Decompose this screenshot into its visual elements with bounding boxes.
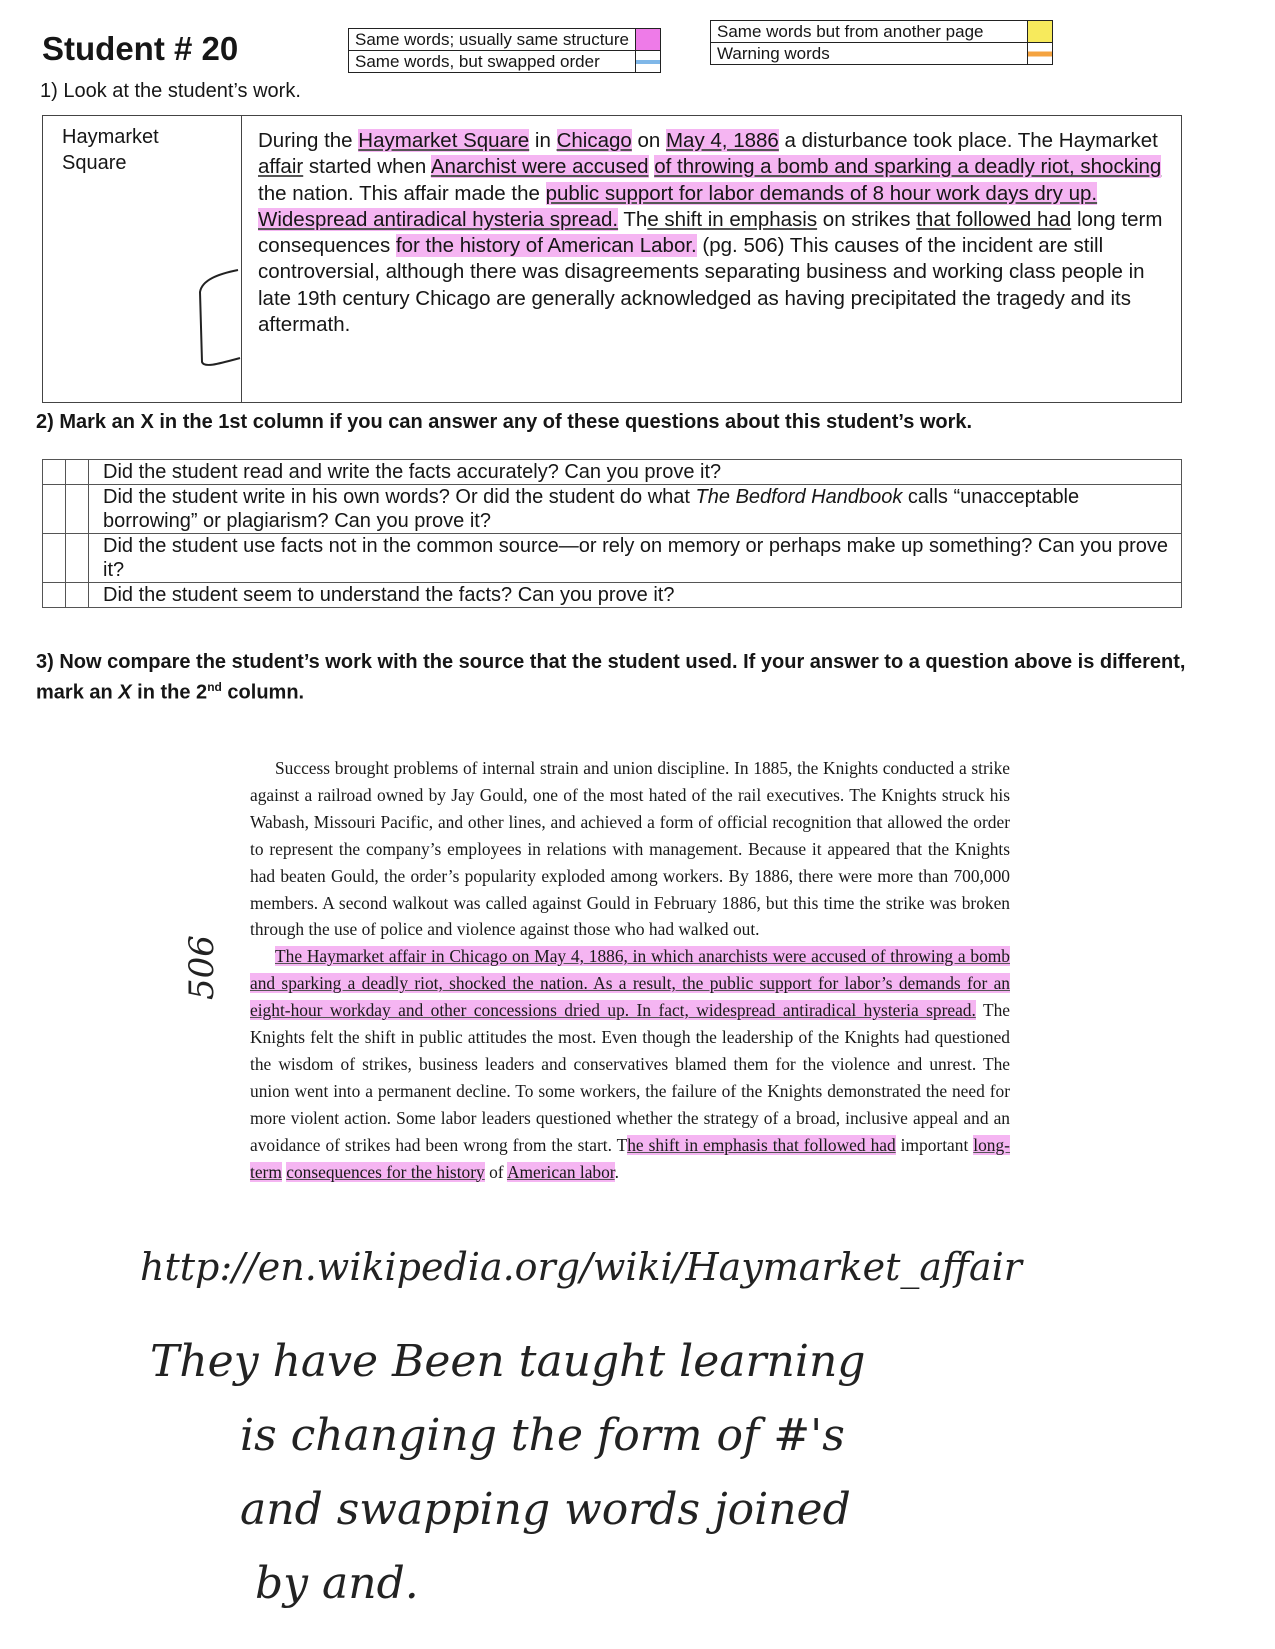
source-paragraph-2: The Haymarket affair in Chicago on May 4, 1886, in which anarchists were accused of throwing a bomb and sparking a deadly riot, shocked the nation. As a result, the public support for labor’s demands for an eight-hour workday and other concessions dried up. In fact, widespread antiradical hysteria spread. The Knights felt the shift in public attitudes the most. Even though the leadership of the Knights had questioned the wisdom of strikes, business leaders and conservatives blamed them for the violence and unrest. The union went into a permanent decline. To some workers, the failure of the Knights demonstrated the need for more violent action. Some labor leaders questioned whether the strategy of a broad, inclusive appeal and an avoidance of strikes had been wrong from the start. The shift in emphasis that followed had important long-term consequences for the history of American labor. [250, 946, 1010, 1182]
section2-heading: 2) Mark an X in the 1st column if you can answer any of these questions about this student’s work. [36, 411, 973, 433]
question-row [43, 485, 1182, 534]
answer-cell-1[interactable] [43, 583, 66, 608]
answer-cell-2[interactable] [66, 534, 89, 583]
handwritten-note [150, 1325, 865, 1621]
legend-label: Same words; usually same structure [349, 29, 636, 51]
answer-cell-2[interactable] [66, 485, 89, 534]
question-text: Did the student seem to understand the facts? Can you prove it? [89, 583, 1182, 608]
question-row [43, 534, 1182, 583]
legend-table-left [348, 28, 661, 73]
question-row [43, 460, 1182, 485]
answer-cell-2[interactable] [66, 460, 89, 485]
legend-table-right [710, 20, 1053, 65]
legend-label: Same words but from another page [711, 21, 1028, 43]
note-line: is changing the form of #'s [240, 1410, 845, 1461]
question-text: Did the student write in his own words? Or did the student do what The Bedford Handbook calls “unacceptable borrowing” or plagiarism? Can you prove it? [89, 485, 1182, 534]
answer-cell-2[interactable] [66, 583, 89, 608]
legend-swatch-pink [636, 29, 661, 51]
margin-page-number: 506 [182, 935, 222, 1000]
legend-swatch-orange [1028, 43, 1053, 65]
source-paragraph-1: Success brought problems of internal strain and union discipline. In 1885, the Knights conducted a strike against a railroad owned by Jay Gould, one of the most hated of the rail executives. The Knights struck his Wabash, Missouri Pacific, and other lines, and achieved a form of official recognition that allowed the order to represent the company’s employees in relations with management. Because it appeared that the Knights had beaten Gould, the order’s popularity exploded among workers. By 1886, there were more than 700,000 members. A second walkout was called against Gould in February 1886, but this time the strike was broken through the use of police and violence against those who had walked out. [250, 758, 1010, 940]
legend-label: Warning words [711, 43, 1028, 65]
topic-label: Haymarket Square [62, 126, 159, 174]
section1-heading: 1) Look at the student’s work. [40, 80, 301, 102]
questions-table [42, 459, 1182, 608]
legend-swatch-blue [636, 51, 661, 73]
question-text: Did the student read and write the facts accurately? Can you prove it? [89, 460, 1182, 485]
source-excerpt [250, 755, 1010, 1186]
answer-cell-1[interactable] [43, 485, 66, 534]
bracket-mark [188, 262, 248, 382]
answer-cell-1[interactable] [43, 534, 66, 583]
question-text: Did the student use facts not in the common source—or rely on memory or perhaps make up something? Can you prove it? [89, 534, 1182, 583]
legend-swatch-yellow [1028, 21, 1053, 43]
section3-instructions: 3) Now compare the student’s work with the source that the student used. If your answer to a question above is different, mark an X in the 2nd column. [36, 651, 1186, 704]
answer-cell-1[interactable] [43, 460, 66, 485]
legend-label: Same words, but swapped order [349, 51, 636, 73]
question-row [43, 583, 1182, 608]
note-line: They have Been taught learning [150, 1336, 866, 1387]
student-text: During the Haymarket Square in Chicago on May 4, 1886 a disturbance took place. The Haymarket affair started when Anarchist were accused of throwing a bomb and sparking a deadly riot, shocking the nation. This affair made the public support for labor demands of 8 hour work days dry up. Widespread antiradical hysteria spread. The shift in emphasis on strikes that followed had long term consequences for the history of American Labor. (pg. 506) This causes of the incident are still controversial, although there was disagreements separating business and working class people in late 19th century Chicago are generally acknowledged as having precipitated the tragedy and its aftermath. [258, 129, 1163, 337]
note-line: and swapping words joined [240, 1484, 851, 1535]
note-line: by and. [255, 1558, 419, 1609]
handwritten-url: http://en.wikipedia.org/wiki/Haymarket_affair [140, 1245, 1022, 1289]
page-title: Student # 20 [42, 30, 239, 67]
